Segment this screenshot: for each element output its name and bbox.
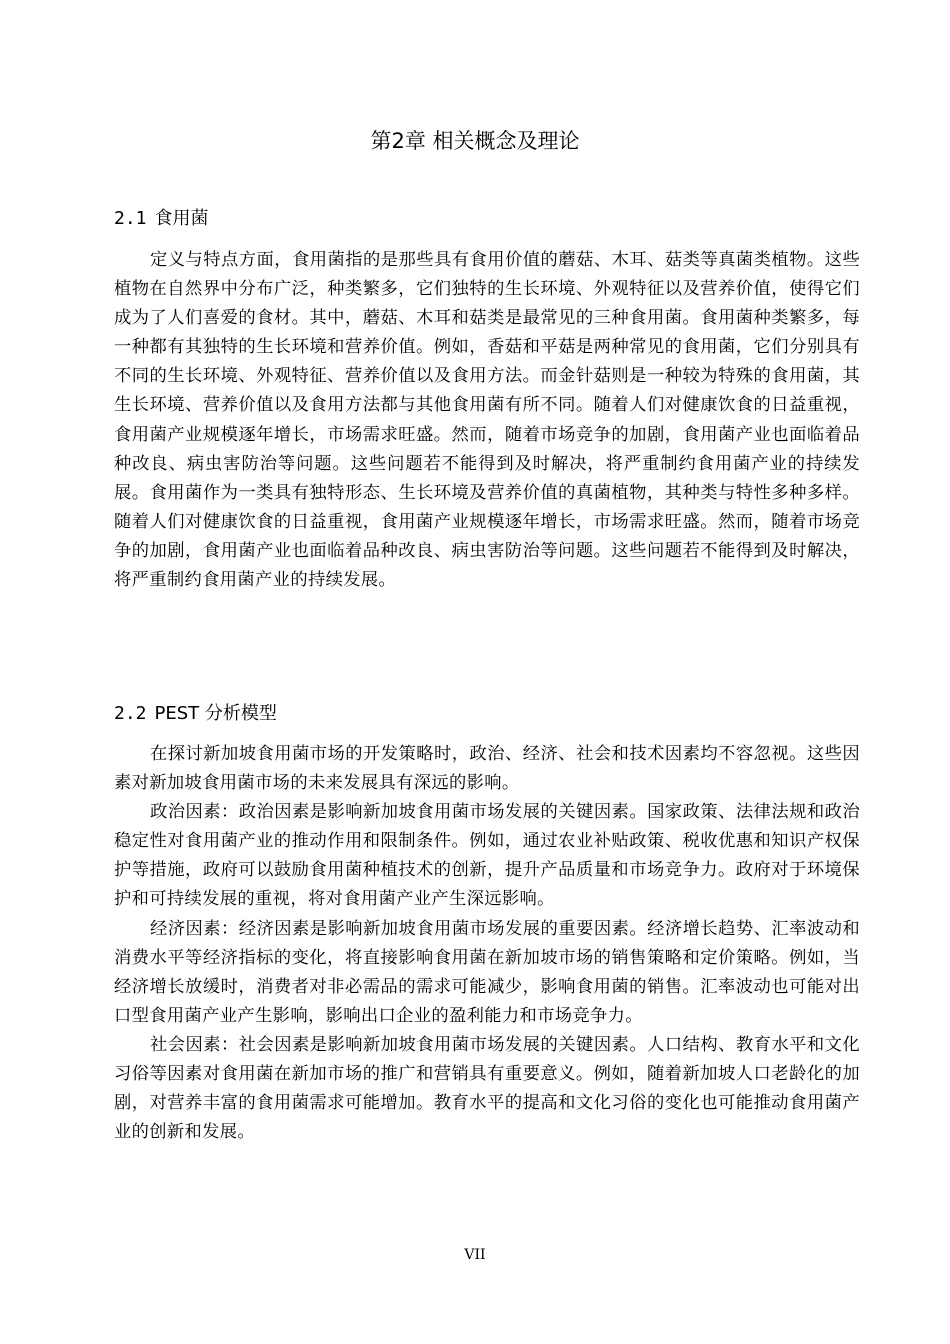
section-heading-2-2 (114, 701, 277, 727)
paragraph: 经济因素：经济因素是影响新加坡食用菌市场发展的重要因素。经济增长趋势、汇率波动和消费水平等经济指标的变化，将直接影响食用菌在新加坡市场的销售策略和定价策略。例如，当经济增长放缓时，消费者对非必需品的需求可能减少，影响食用菌的销售。汇率波动也可能对出口型食用菌产业产生影响，影响出口企业的盈利能力和市场竞争力。 (114, 918, 860, 1026)
section-body-2-2 (114, 740, 860, 1147)
chapter-title: 第2章 相关概念及理论 (370, 129, 580, 153)
paragraph: 政治因素：政治因素是影响新加坡食用菌市场发展的关键因素。国家政策、法律法规和政治稳定性对食用菌产业的推动作用和限制条件。例如，通过农业补贴政策、税收优惠和知识产权保护等措施，政府可以鼓励食用菌种植技术的创新，提升产品质量和市场竞争力。政府对于环境保护和可持续发展的重视，将对食用菌产业产生深远影响。 (114, 802, 860, 910)
paragraph: 社会因素：社会因素是影响新加坡食用菌市场发展的关键因素。人口结构、教育水平和文化习俗等因素对食用菌在新加市场的推广和营销具有重要意义。例如，随着新加坡人口老龄化的加剧，对营养丰富的食用菌需求可能增加。教育水平的提高和文化习俗的变化也可能推动食用菌产业的创新和发展。 (114, 1034, 860, 1143)
section-title: PEST 分析模型 (154, 703, 277, 724)
paragraph: 在探讨新加坡食用菌市场的开发策略时，政治、经济、社会和技术因素均不容忽视。这些因素对新加坡食用菌市场的未来发展具有深远的影响。 (114, 744, 860, 794)
section-heading-2-1 (114, 206, 209, 232)
section-title: 食用菌 (154, 208, 209, 229)
section-number: 2.2 (114, 703, 147, 724)
paragraph: 定义与特点方面，食用菌指的是那些具有食用价值的蘑菇、木耳、菇类等真菌类植物。这些植物在自然界中分布广泛，种类繁多，它们独特的生长环境、外观特征以及营养价值，使得它们成为了人们喜爱的食材。其中，蘑菇、木耳和菇类是最常见的三种食用菌。食用菌种类繁多，每一种都有其独特的生长环境和营养价值。例如，香菇和平菇是两种常见的食用菌，它们分别具有不同的生长环境、外观特征、营养价值以及食用方法。而金针菇则是一种较为特殊的食用菌，其生长环境、营养价值以及食用方法都与其他食用菌有所不同。随着人们对健康饮食的日益重视，食用菌产业规模逐年增长，市场需求旺盛。然而，随着市场竞争的加剧，食用菌产业也面临着品种改良、病虫害防治等问题。这些问题若不能得到及时解决，将严重制约食用菌产业的持续发展。食用菌作为一类具有独特形态、生长环境及营养价值的真菌植物，其种类与特性多种多样。随着人们对健康饮食的日益重视，食用菌产业规模逐年增长，市场需求旺盛。然而，随着市场竞争的加剧，食用菌产业也面临着品种改良、病虫害防治等问题。这些问题若不能得到及时解决，将严重制约食用菌产业的持续发展。 (114, 250, 860, 591)
section-number: 2.1 (114, 208, 147, 229)
page-number: VII (464, 1247, 486, 1263)
section-body-2-1 (114, 246, 860, 595)
